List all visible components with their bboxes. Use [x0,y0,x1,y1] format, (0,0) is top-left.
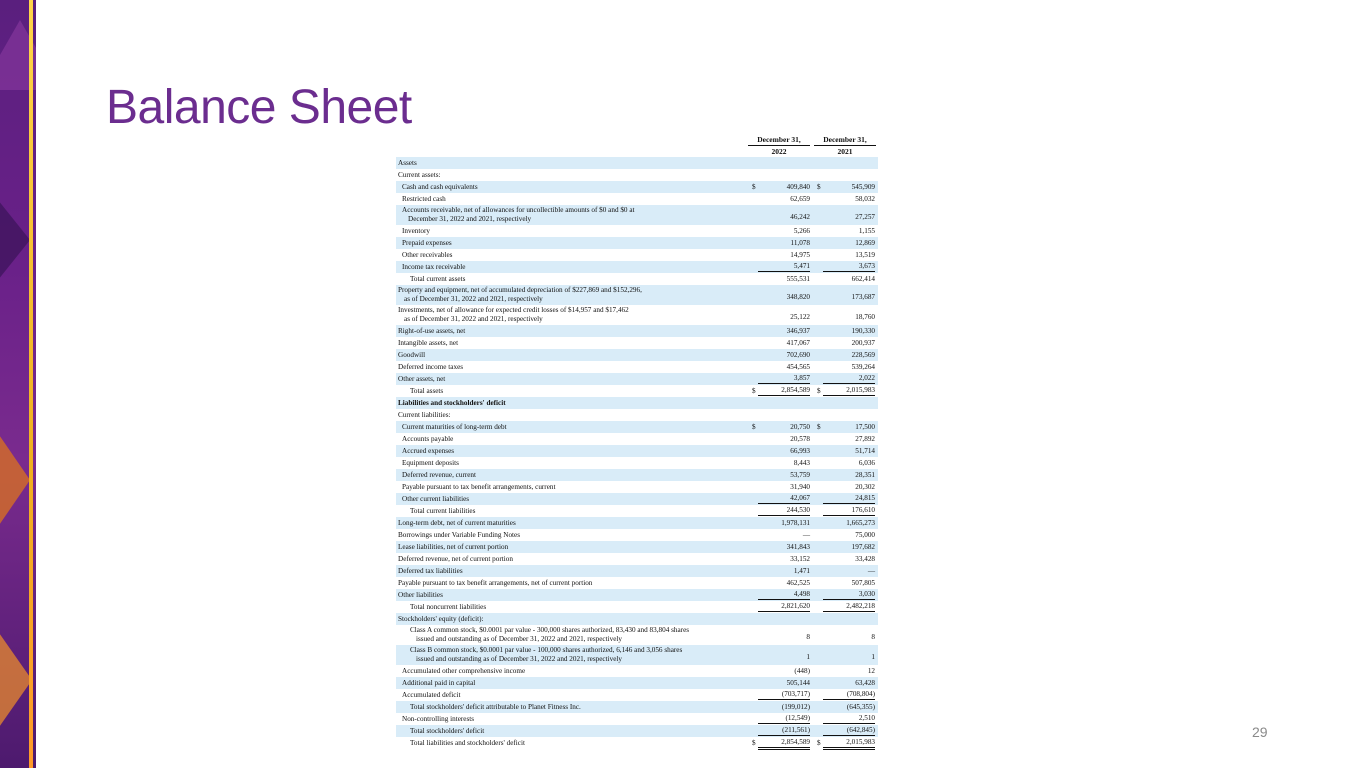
value-2021: 27,257 [855,213,875,221]
value-2022: 409,840 [786,183,810,191]
row-label [402,713,474,725]
row-label-line: Deferred revenue, net of current portion [398,555,513,563]
table-row [396,349,878,361]
row-label [402,493,469,505]
value-2022: 417,067 [786,339,810,347]
row-label-line: Lease liabilities, net of current portion [398,543,509,551]
decorative-facet [0,410,30,550]
value-2021: 63,428 [855,679,875,687]
column-header-2021 [814,135,876,158]
table-row [396,337,878,349]
column-header-date: December 31, [814,135,876,146]
value-2022: (448) [794,667,810,675]
row-label [398,565,463,577]
row-label [402,677,475,689]
value-2022: 4,498 [758,589,810,600]
table-row [396,261,878,273]
table-row [396,529,878,541]
value-2021: (642,845) [823,725,875,736]
currency-symbol: $ [817,423,821,431]
table-row [396,237,878,249]
value-2022: 505,144 [786,679,810,687]
value-2021: 2,482,218 [823,601,875,612]
value-2021: (708,804) [823,689,875,700]
row-label-line: Accumulated deficit [402,691,461,699]
value-2022: (703,717) [758,689,810,700]
value-2021: 1 [871,653,875,661]
row-label [398,169,441,181]
value-2021: 545,909 [851,183,875,191]
row-label [398,361,463,373]
row-label [402,181,478,193]
value-2022: 346,937 [786,327,810,335]
value-2021: 2,022 [823,373,875,384]
value-2022: 8 [806,633,810,641]
row-label-line: issued and outstanding as of December 31, 2022 and 2021, respectively [416,634,622,643]
value-2022: 20,750 [790,423,810,431]
table-row [396,325,878,337]
row-label-line: Cash and cash equivalents [402,183,478,191]
value-2021: — [867,567,875,575]
table-row [396,589,878,601]
value-2022: 244,530 [758,505,810,516]
value-2021: 27,892 [855,435,875,443]
row-label [398,349,425,361]
value-2021: 12 [867,667,875,675]
value-2021: 1,155 [858,227,875,235]
row-label-line: Additional paid in capital [402,679,476,687]
value-2021: 2,015,983 [823,737,875,750]
row-label-line: Right-of-use assets, net [398,327,466,335]
row-label [398,306,629,323]
table-row [396,409,878,421]
value-2022: 14,975 [790,251,810,259]
row-label-line: Accounts receivable, net of allowances for uncollectible amounts of $0 and $0 at [402,206,635,214]
table-row [396,701,878,713]
column-header-date: December 31, [748,135,810,146]
row-label [402,469,476,481]
value-2022: 454,565 [786,363,810,371]
row-label-line: Property and equipment, net of accumulated depreciation of $227,869 and $152,296, [398,286,642,294]
row-label [398,286,642,303]
row-label [410,626,689,643]
row-label-line: Other current liabilities [402,495,470,503]
row-label [402,249,453,261]
value-2022: 42,067 [758,493,810,504]
table-row [396,373,878,385]
value-2021: 539,264 [851,363,875,371]
row-label-line: Assets [398,159,417,167]
row-label-line: as of December 31, 2022 and 2021, respectively [404,294,543,303]
decorative-facet [0,190,30,290]
row-label-line: Restricted cash [402,195,446,203]
value-2022: 348,820 [786,293,810,301]
value-2022: 1 [806,653,810,661]
row-label-line: Prepaid expenses [402,239,452,247]
row-label [398,577,592,589]
row-label-line: Payable pursuant to tax benefit arrangements, current [402,483,556,491]
value-2022: 2,854,589 [758,385,810,398]
row-label [398,589,443,601]
row-label [398,613,484,625]
row-label [402,433,453,445]
value-2022: (199,012) [781,703,810,711]
table-row [396,737,878,749]
row-label-line: Current maturities of long-term debt [402,423,507,431]
value-2022: 46,242 [790,213,810,221]
row-label-line: Non-controlling interests [402,715,475,723]
currency-symbol: $ [752,183,756,191]
table-row [396,157,878,169]
decorative-facet [0,620,32,740]
table-row [396,665,878,677]
column-header-2022 [748,135,810,158]
currency-symbol: $ [817,739,821,747]
row-label-line: Investments, net of allowance for expected credit losses of $14,957 and $17,462 [398,306,629,314]
row-label-line: Current assets: [398,171,441,179]
row-label-line: Other assets, net [398,375,446,383]
table-row [396,305,878,325]
table-row [396,553,878,565]
table-row [396,601,878,613]
table-row [396,181,878,193]
value-2021: 3,673 [823,261,875,272]
value-2022: — [802,531,810,539]
value-2021: 20,302 [855,483,875,491]
row-label-line: Total assets [410,387,444,395]
value-2022: 66,993 [790,447,810,455]
row-label [402,457,459,469]
value-2022: 25,122 [790,313,810,321]
row-label-line: Deferred tax liabilities [398,567,463,575]
value-2022: 20,578 [790,435,810,443]
row-label-line: Accrued expenses [402,447,455,455]
value-2021: 200,937 [851,339,875,347]
value-2021: 228,569 [851,351,875,359]
row-label [402,237,452,249]
value-2021: 2,015,983 [823,385,875,398]
row-label-line: Payable pursuant to tax benefit arrangements, net of current portion [398,579,593,587]
table-row [396,361,878,373]
decorative-gold-line [29,0,33,768]
row-label [410,701,581,713]
row-label-line: Income tax receivable [402,263,466,271]
row-label-line: Class B common stock, $0.0001 par value - 100,000 shares authorized, 6,146 and 3,056 shares [410,646,683,654]
value-2021: 75,000 [855,531,875,539]
row-label [410,725,484,737]
row-label-line: Deferred income taxes [398,363,464,371]
table-row [396,469,878,481]
table-row [396,541,878,553]
row-label-line: as of December 31, 2022 and 2021, respectively [404,314,543,323]
row-label [410,601,486,613]
value-2022: 5,471 [758,261,810,272]
row-label-line: Class A common stock, $0.0001 par value - 300,000 shares authorized, 83,430 and 83,804 shares [410,626,690,634]
table-row [396,249,878,261]
column-header-year: 2022 [748,146,810,158]
value-2021: 197,682 [851,543,875,551]
value-2022: 1,978,131 [781,519,810,527]
table-row [396,205,878,225]
row-label [410,385,443,397]
table-row [396,457,878,469]
value-2021: 662,414 [851,275,875,283]
value-2021: (645,355) [846,703,875,711]
row-label [398,517,516,529]
row-label-line: Long-term debt, net of current maturities [398,519,516,527]
row-label [398,553,513,565]
row-label [398,409,451,421]
value-2021: 58,032 [855,195,875,203]
row-label-line: Other liabilities [398,591,443,599]
row-label [398,337,458,349]
row-label [402,193,446,205]
value-2021: 33,428 [855,555,875,563]
row-label-line: issued and outstanding as of December 31, 2022 and 2021, respectively [416,654,622,663]
row-label-line: Total stockholders' deficit attributable to Planet Fitness Inc. [410,703,581,711]
table-row [396,713,878,725]
table-body [396,157,878,749]
row-label [398,397,506,409]
value-2021: 24,815 [823,493,875,504]
table-row [396,625,878,645]
row-label-line: Equipment deposits [402,459,459,467]
table-row [396,689,878,701]
value-2022: 702,690 [786,351,810,359]
value-2021: 28,351 [855,471,875,479]
row-label [410,505,475,517]
row-label-line: Deferred revenue, current [402,471,477,479]
row-label-line: Goodwill [398,351,426,359]
value-2021: 1,665,273 [846,519,875,527]
currency-symbol: $ [752,739,756,747]
row-label-line: Accounts payable [402,435,454,443]
value-2021: 173,687 [851,293,875,301]
row-label [410,273,465,285]
row-label-line: Stockholders' equity (deficit): [398,615,484,623]
value-2022: 1,471 [793,567,810,575]
row-label [398,541,508,553]
table-row [396,385,878,397]
value-2022: 2,854,589 [758,737,810,750]
row-label-line: Liabilities and stockholders' deficit [398,399,506,407]
row-label-line: Inventory [402,227,430,235]
row-label [402,225,430,237]
balance-sheet-table [396,135,878,749]
table-row [396,421,878,433]
row-label-line: Other receivables [402,251,453,259]
row-label [402,206,635,223]
value-2022: 462,525 [786,579,810,587]
table-row [396,397,878,409]
table-row [396,225,878,237]
table-row [396,169,878,181]
row-label-line: Borrowings under Variable Funding Notes [398,531,521,539]
table-row [396,677,878,689]
value-2022: 33,152 [790,555,810,563]
value-2021: 6,036 [858,459,875,467]
value-2022: 341,843 [786,543,810,551]
value-2022: 53,759 [790,471,810,479]
row-label-line: December 31, 2022 and 2021, respectively [408,214,532,223]
row-label-line: Accumulated other comprehensive income [402,667,526,675]
table-row [396,433,878,445]
row-label-line: Total noncurrent liabilities [410,603,487,611]
table-row [396,517,878,529]
row-label [410,737,525,749]
table-header [396,135,878,157]
slide-title: Balance Sheet [106,81,412,134]
row-label-line: Current liabilities: [398,411,451,419]
row-label [402,689,460,701]
value-2021: 12,869 [855,239,875,247]
row-label [398,157,417,169]
currency-symbol: $ [752,423,756,431]
table-row [396,273,878,285]
row-label [402,421,507,433]
value-2022: 11,078 [790,239,810,247]
row-label [398,325,465,337]
row-label [410,646,682,663]
row-label-line: Total current liabilities [410,507,476,515]
value-2022: 5,266 [793,227,810,235]
row-label-line: Total stockholders' deficit [410,727,485,735]
decorative-side-strip [0,0,36,768]
value-2022: (211,561) [758,725,810,736]
table-row [396,285,878,305]
table-row [396,645,878,665]
value-2021: 190,330 [851,327,875,335]
table-row [396,445,878,457]
value-2022: 8,443 [793,459,810,467]
row-label [398,373,445,385]
table-row [396,725,878,737]
value-2022: (12,549) [758,713,810,724]
table-row [396,613,878,625]
value-2021: 17,500 [855,423,875,431]
table-row [396,493,878,505]
row-label [402,665,525,677]
row-label [402,261,465,273]
table-row [396,481,878,493]
value-2022: 555,531 [786,275,810,283]
value-2021: 18,760 [855,313,875,321]
column-header-year: 2021 [814,146,876,158]
table-row [396,565,878,577]
row-label-line: Total liabilities and stockholders' deficit [410,739,525,747]
table-row [396,193,878,205]
table-row [396,505,878,517]
value-2022: 62,659 [790,195,810,203]
row-label-line: Intangible assets, net [398,339,459,347]
row-label [402,445,454,457]
value-2021: 3,030 [823,589,875,600]
value-2022: 3,857 [758,373,810,384]
row-label [402,481,555,493]
value-2021: 176,610 [823,505,875,516]
currency-symbol: $ [817,183,821,191]
page-number: 29 [1252,724,1268,740]
table-row [396,577,878,589]
value-2021: 507,805 [851,579,875,587]
currency-symbol: $ [752,387,756,395]
value-2021: 2,510 [823,713,875,724]
currency-symbol: $ [817,387,821,395]
row-label [398,529,520,541]
value-2021: 13,519 [855,251,875,259]
row-label-line: Total current assets [410,275,466,283]
value-2021: 8 [871,633,875,641]
value-2022: 31,940 [790,483,810,491]
value-2021: 51,714 [855,447,875,455]
value-2022: 2,821,620 [758,601,810,612]
